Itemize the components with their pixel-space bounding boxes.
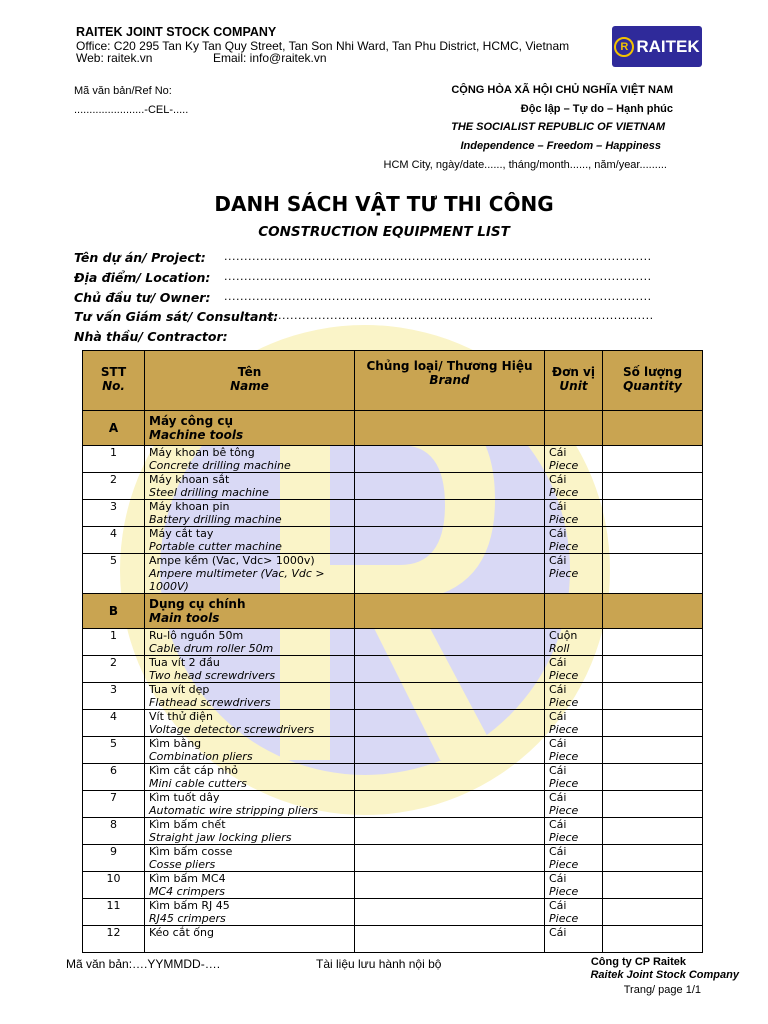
logo-r-icon: R bbox=[614, 37, 634, 57]
row-stt-text: 1 bbox=[110, 446, 117, 459]
footer-doc-code: Mã văn bản:….YYMMDD-…. bbox=[66, 957, 221, 971]
row-brand bbox=[355, 764, 545, 791]
row-unit-vn: Cái bbox=[549, 446, 567, 459]
row-unit-vn: Cái bbox=[549, 791, 567, 804]
row-unit bbox=[545, 554, 603, 594]
row-name-vn: Máy khoan bê tông bbox=[149, 446, 255, 459]
row-brand bbox=[355, 554, 545, 594]
table-body bbox=[83, 411, 703, 953]
section-brand-cell bbox=[355, 411, 545, 446]
section-qty-cell bbox=[603, 411, 703, 446]
row-unit-en: Piece bbox=[549, 777, 579, 790]
table-row bbox=[83, 500, 703, 527]
row-name-vn: Kìm bấm chết bbox=[149, 818, 226, 831]
row-name-vn: Kéo cắt ống bbox=[149, 926, 214, 939]
row-name-en: Flathead screwdrivers bbox=[149, 696, 271, 709]
section-title-en: Main tools bbox=[149, 611, 220, 625]
row-name bbox=[145, 629, 355, 656]
table-row bbox=[83, 818, 703, 845]
row-name-vn: Máy khoan sắt bbox=[149, 473, 230, 486]
row-name bbox=[145, 473, 355, 500]
row-unit bbox=[545, 872, 603, 899]
nation-en: THE SOCIALIST REPUBLIC OF VIETNAM bbox=[451, 121, 665, 133]
row-qty bbox=[603, 527, 703, 554]
row-stt-text: 2 bbox=[110, 473, 117, 486]
equipment-table bbox=[82, 350, 703, 953]
section-unit-cell bbox=[545, 411, 603, 446]
ref-label: Mã văn bản/Ref No: bbox=[74, 85, 172, 97]
row-brand bbox=[355, 500, 545, 527]
row-unit bbox=[545, 500, 603, 527]
row-name-vn: Máy cắt tay bbox=[149, 527, 214, 540]
row-qty bbox=[603, 818, 703, 845]
table-row bbox=[83, 791, 703, 818]
col-header-stt: STT No. bbox=[83, 351, 145, 411]
row-stt-text: 10 bbox=[106, 872, 121, 885]
table-row bbox=[83, 656, 703, 683]
row-unit-vn: Cái bbox=[549, 554, 567, 567]
row-stt bbox=[83, 629, 145, 656]
row-unit bbox=[545, 656, 603, 683]
row-name-vn: Kìm cắt cáp nhỏ bbox=[149, 764, 239, 777]
row-name bbox=[145, 554, 355, 594]
row-unit bbox=[545, 845, 603, 872]
row-name bbox=[145, 446, 355, 473]
row-unit bbox=[545, 473, 603, 500]
row-unit-en: Piece bbox=[549, 540, 579, 553]
row-stt-text: 5 bbox=[110, 737, 117, 750]
row-unit-en: Piece bbox=[549, 696, 579, 709]
row-unit-en: Piece bbox=[549, 513, 579, 526]
row-unit-vn: Cái bbox=[549, 500, 567, 513]
company-office: Office: C20 295 Tan Ky Tan Quy Street, Tan Son Nhi Ward, Tan Phu District, HCMC, Vietnam bbox=[76, 39, 570, 53]
row-unit-vn: Cái bbox=[549, 527, 567, 540]
row-stt-text: 3 bbox=[110, 683, 117, 696]
row-unit bbox=[545, 527, 603, 554]
row-name-en: Combination pliers bbox=[149, 750, 253, 763]
row-unit-vn: Cái bbox=[549, 710, 567, 723]
row-unit-en: Piece bbox=[549, 486, 579, 499]
table-row bbox=[83, 710, 703, 737]
row-brand bbox=[355, 629, 545, 656]
row-unit-vn: Cái bbox=[549, 845, 567, 858]
row-name-en: Cosse pliers bbox=[149, 858, 216, 871]
row-stt bbox=[83, 926, 145, 953]
row-stt bbox=[83, 791, 145, 818]
section-unit-cell bbox=[545, 594, 603, 629]
page-title: DANH SÁCH VẬT TƯ THI CÔNG bbox=[214, 192, 554, 216]
row-name-vn: Máy khoan pin bbox=[149, 500, 230, 513]
row-unit-en: Piece bbox=[549, 858, 579, 871]
section-title-en: Machine tools bbox=[149, 428, 244, 442]
row-qty bbox=[603, 710, 703, 737]
row-stt-text: 11 bbox=[106, 899, 121, 912]
row-brand bbox=[355, 683, 545, 710]
row-stt bbox=[83, 446, 145, 473]
row-unit-en: Piece bbox=[549, 831, 579, 844]
row-unit bbox=[545, 764, 603, 791]
nation-vn: CỘNG HÒA XÃ HỘI CHỦ NGHĨA VIỆT NAM bbox=[451, 84, 673, 96]
section-row bbox=[83, 411, 703, 446]
footer-page: Trang/ page 1/1 bbox=[623, 984, 701, 996]
row-unit-vn: Cái bbox=[549, 872, 567, 885]
section-title-vn: Dụng cụ chính bbox=[149, 597, 246, 611]
section-title bbox=[145, 594, 355, 629]
row-stt-text: 12 bbox=[106, 926, 121, 939]
row-name-vn: Tua vít 2 đầu bbox=[149, 656, 220, 669]
row-brand bbox=[355, 737, 545, 764]
row-qty bbox=[603, 683, 703, 710]
row-unit bbox=[545, 683, 603, 710]
table-row bbox=[83, 446, 703, 473]
row-name-vn: Tua vít dẹp bbox=[149, 683, 210, 696]
row-unit-vn: Cái bbox=[549, 926, 567, 939]
row-stt bbox=[83, 554, 145, 594]
page-subtitle: CONSTRUCTION EQUIPMENT LIST bbox=[258, 224, 510, 240]
row-stt-text: 4 bbox=[110, 710, 117, 723]
row-unit-en: Roll bbox=[549, 642, 570, 655]
row-name-vn: Kìm bấm MC4 bbox=[149, 872, 226, 885]
row-unit-vn: Cái bbox=[549, 656, 567, 669]
row-brand bbox=[355, 527, 545, 554]
footer-internal: Tài liệu lưu hành nội bộ bbox=[316, 957, 442, 971]
table-row bbox=[83, 737, 703, 764]
row-name-vn: Vít thử điện bbox=[149, 710, 213, 723]
section-code-text: B bbox=[108, 604, 119, 618]
row-unit-vn: Cuộn bbox=[549, 629, 578, 642]
table-row bbox=[83, 629, 703, 656]
row-name bbox=[145, 527, 355, 554]
row-name bbox=[145, 500, 355, 527]
row-name-en: Automatic wire stripping pliers bbox=[149, 804, 318, 817]
row-name bbox=[145, 926, 355, 953]
row-stt bbox=[83, 656, 145, 683]
row-unit-en: Piece bbox=[549, 723, 579, 736]
field-location: Địa điểm/ Location: ........................................................................................................... bbox=[74, 270, 652, 285]
row-name bbox=[145, 683, 355, 710]
field-contractor: Nhà thầu/ Contractor: bbox=[74, 329, 228, 344]
row-stt-text: 4 bbox=[110, 527, 117, 540]
field-consultant: Tư vấn Giám sát/ Consultant: ................................................................................................. bbox=[74, 309, 654, 324]
section-row bbox=[83, 594, 703, 629]
row-unit bbox=[545, 629, 603, 656]
row-stt bbox=[83, 899, 145, 926]
ref-value: .......................-CEL-..... bbox=[74, 104, 189, 116]
row-name-en: Straight jaw locking pliers bbox=[149, 831, 292, 844]
row-name bbox=[145, 764, 355, 791]
row-name-vn: Kìm tuốt dây bbox=[149, 791, 220, 804]
section-code bbox=[83, 594, 145, 629]
footer-company-vn: Công ty CP Raitek bbox=[590, 956, 686, 968]
field-project: Tên dự án/ Project: ........................................................................................................... bbox=[74, 250, 652, 265]
row-name-en: Mini cable cutters bbox=[149, 777, 247, 790]
row-unit-en: Piece bbox=[549, 804, 579, 817]
company-email: Email: info@raitek.vn bbox=[213, 51, 327, 65]
row-unit bbox=[545, 737, 603, 764]
row-qty bbox=[603, 764, 703, 791]
row-stt-text: 5 bbox=[110, 554, 117, 567]
row-qty bbox=[603, 791, 703, 818]
row-qty bbox=[603, 656, 703, 683]
table-row bbox=[83, 683, 703, 710]
row-brand bbox=[355, 473, 545, 500]
col-header-unit: Đơn vị Unit bbox=[545, 351, 603, 411]
row-unit-en: Piece bbox=[549, 669, 579, 682]
row-qty bbox=[603, 554, 703, 594]
raitek-logo bbox=[612, 26, 702, 67]
row-qty bbox=[603, 446, 703, 473]
row-name-vn: Ampe kềm (Vac, Vdc> 1000v) bbox=[149, 554, 315, 567]
section-title-vn: Máy công cụ bbox=[149, 414, 233, 428]
table-row bbox=[83, 527, 703, 554]
table-row bbox=[83, 899, 703, 926]
row-name-en: Cable drum roller 50m bbox=[149, 642, 274, 655]
row-stt bbox=[83, 737, 145, 764]
row-unit-vn: Cái bbox=[549, 764, 567, 777]
row-stt bbox=[83, 764, 145, 791]
nation-en-motto: Independence – Freedom – Happiness bbox=[460, 140, 661, 152]
table-row bbox=[83, 764, 703, 791]
section-code-text: A bbox=[108, 421, 119, 435]
row-brand bbox=[355, 926, 545, 953]
row-brand bbox=[355, 818, 545, 845]
row-brand bbox=[355, 791, 545, 818]
row-unit bbox=[545, 926, 603, 953]
row-name bbox=[145, 656, 355, 683]
row-name-en: Voltage detector screwdrivers bbox=[149, 723, 315, 736]
section-brand-cell bbox=[355, 594, 545, 629]
row-stt bbox=[83, 710, 145, 737]
row-stt-text: 9 bbox=[110, 845, 117, 858]
row-name-en: Battery drilling machine bbox=[149, 513, 282, 526]
row-stt-text: 6 bbox=[110, 764, 117, 777]
row-brand bbox=[355, 845, 545, 872]
table-row bbox=[83, 926, 703, 953]
row-unit-en: Piece bbox=[549, 567, 579, 580]
row-brand bbox=[355, 446, 545, 473]
row-stt-text: 3 bbox=[110, 500, 117, 513]
row-qty bbox=[603, 473, 703, 500]
row-unit-en: Piece bbox=[549, 459, 579, 472]
row-stt bbox=[83, 683, 145, 710]
row-stt-text: 2 bbox=[110, 656, 117, 669]
row-name bbox=[145, 791, 355, 818]
row-unit-en: Piece bbox=[549, 885, 579, 898]
table-row bbox=[83, 872, 703, 899]
row-stt-text: 7 bbox=[110, 791, 117, 804]
table-row bbox=[83, 845, 703, 872]
row-unit bbox=[545, 791, 603, 818]
row-name-en: Ampere multimeter (Vac, Vdc > 1000V) bbox=[149, 567, 325, 593]
row-name bbox=[145, 845, 355, 872]
row-unit-en: Piece bbox=[549, 750, 579, 763]
row-stt bbox=[83, 473, 145, 500]
row-stt-text: 8 bbox=[110, 818, 117, 831]
row-qty bbox=[603, 845, 703, 872]
row-stt bbox=[83, 500, 145, 527]
row-unit-vn: Cái bbox=[549, 818, 567, 831]
row-name bbox=[145, 737, 355, 764]
row-qty bbox=[603, 629, 703, 656]
row-name-vn: Kìm bấm RJ 45 bbox=[149, 899, 230, 912]
row-unit-vn: Cái bbox=[549, 473, 567, 486]
row-name bbox=[145, 872, 355, 899]
row-qty bbox=[603, 926, 703, 953]
row-qty bbox=[603, 872, 703, 899]
row-name bbox=[145, 710, 355, 737]
company-name: RAITEK JOINT STOCK COMPANY bbox=[76, 25, 277, 39]
row-unit bbox=[545, 710, 603, 737]
row-name bbox=[145, 818, 355, 845]
table-row bbox=[83, 554, 703, 594]
row-brand bbox=[355, 872, 545, 899]
row-unit bbox=[545, 899, 603, 926]
row-name-en: RJ45 crimpers bbox=[149, 912, 226, 925]
row-name-vn: Kìm bằng bbox=[149, 737, 202, 750]
row-name-vn: Ru-lô nguồn 50m bbox=[149, 629, 244, 642]
company-web: Web: raitek.vn bbox=[76, 51, 153, 65]
footer-company-en: Raitek Joint Stock Company bbox=[590, 969, 739, 981]
row-name bbox=[145, 899, 355, 926]
row-name-en: Concrete drilling machine bbox=[149, 459, 291, 472]
section-code bbox=[83, 411, 145, 446]
row-brand bbox=[355, 656, 545, 683]
row-stt bbox=[83, 872, 145, 899]
row-brand bbox=[355, 899, 545, 926]
row-unit-en: Piece bbox=[549, 912, 579, 925]
row-stt-text: 1 bbox=[110, 629, 117, 642]
section-title bbox=[145, 411, 355, 446]
col-header-brand: Chủng loại/ Thương Hiệu Brand bbox=[355, 351, 545, 411]
col-header-name: Tên Name bbox=[145, 351, 355, 411]
row-qty bbox=[603, 500, 703, 527]
row-stt bbox=[83, 818, 145, 845]
section-qty-cell bbox=[603, 594, 703, 629]
table-row bbox=[83, 473, 703, 500]
row-name-en: Steel drilling machine bbox=[149, 486, 269, 499]
row-qty bbox=[603, 737, 703, 764]
row-stt bbox=[83, 845, 145, 872]
row-unit bbox=[545, 818, 603, 845]
field-owner: Chủ đầu tư/ Owner: ........................................................................................................... bbox=[74, 290, 652, 305]
row-name-en: MC4 crimpers bbox=[149, 885, 226, 898]
row-name-vn: Kìm bấm cosse bbox=[149, 845, 233, 858]
row-unit bbox=[545, 446, 603, 473]
row-unit-vn: Cái bbox=[549, 899, 567, 912]
row-qty bbox=[603, 899, 703, 926]
row-unit-vn: Cái bbox=[549, 683, 567, 696]
date-line: HCM City, ngày/date......, tháng/month......, năm/year......... bbox=[383, 159, 667, 171]
row-unit-vn: Cái bbox=[549, 737, 567, 750]
nation-vn-motto: Độc lập – Tự do – Hạnh phúc bbox=[520, 103, 673, 115]
row-brand bbox=[355, 710, 545, 737]
logo-text: RAITEK bbox=[636, 36, 700, 56]
row-name-en: Portable cutter machine bbox=[149, 540, 282, 553]
row-stt bbox=[83, 527, 145, 554]
col-header-qty: Số lượng Quantity bbox=[603, 351, 703, 411]
row-name-en: Two head screwdrivers bbox=[149, 669, 276, 682]
